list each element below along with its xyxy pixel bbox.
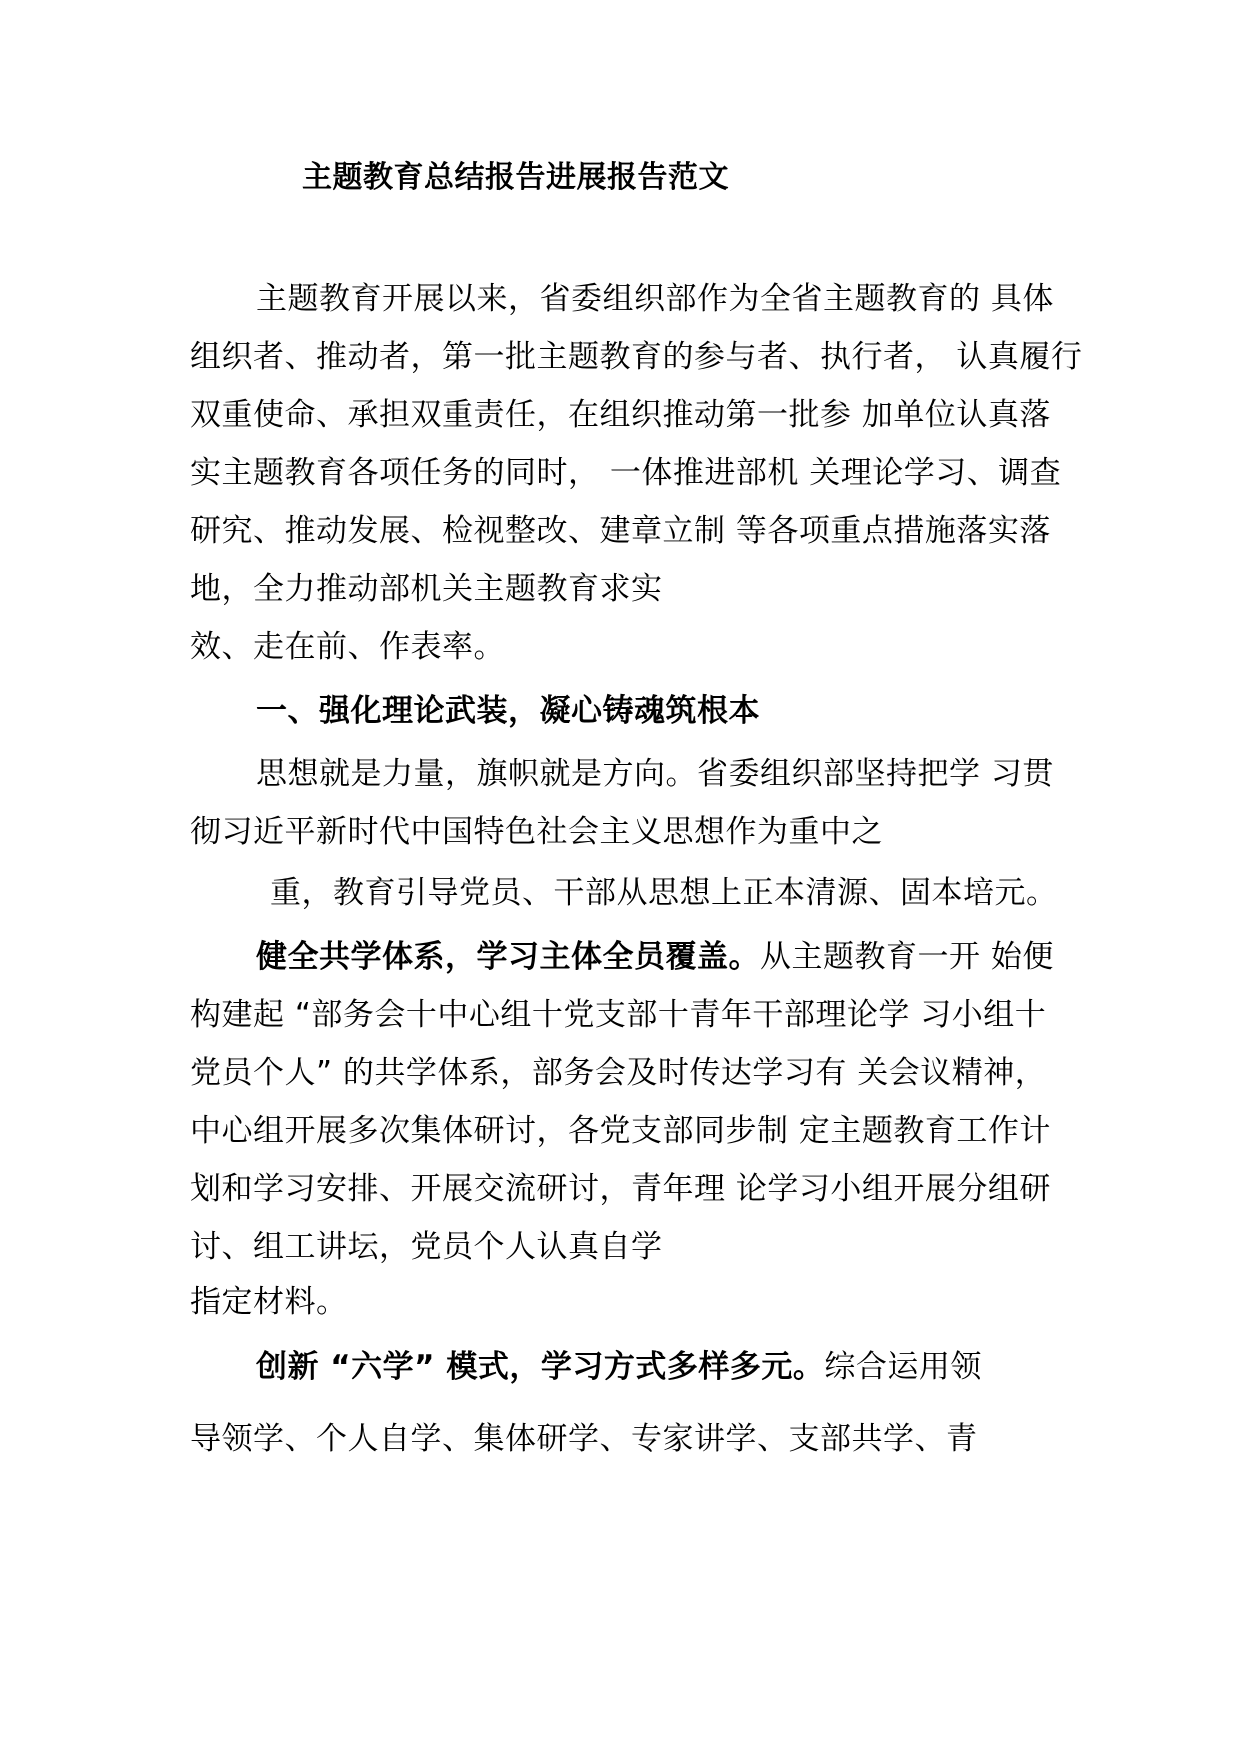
para-3-first-rest: 综合运用领 xyxy=(824,1349,982,1385)
intro-line-7: 效、走在前、作表率。 xyxy=(190,629,505,665)
intro-line-4: 实主题教育各项任务的同时， 一体推进部机 关理论学习、调查 xyxy=(190,455,1062,491)
para-2-first-rest: 从主题教育一开 始便 xyxy=(760,939,1054,975)
para-2-line-2: 构建起 “部务会十中心组十党支部十青年干部理论学 习小组十 xyxy=(190,997,1047,1033)
section-1-heading: 一、强化理论武装，凝心铸魂筑根本 xyxy=(256,693,760,729)
para-2-line-4: 中心组开展多次集体研讨，各党支部同步制 定主题教育工作计 xyxy=(190,1113,1051,1149)
intro-line-2: 组织者、推动者，第一批主题教育的参与者、执行者， 认真履行 xyxy=(190,339,1083,375)
intro-line-3: 双重使命、承担双重责任，在组织推动第一批参 加单位认真落 xyxy=(190,397,1051,433)
para-3-line-2: 导领学、个人自学、集体研学、专家讲学、支部共学、青 xyxy=(190,1421,978,1457)
section-1-line-3: 重，教育引导党员、干部从思想上正本清源、固本培元。 xyxy=(270,875,1058,911)
document-title: 主题教育总结报告进展报告范文 xyxy=(302,160,729,195)
para-2-line-5: 划和学习安排、开展交流研讨，青年理 论学习小组开展分组研 xyxy=(190,1171,1051,1207)
intro-line-1: 主题教育开展以来，省委组织部作为全省主题教育的 具体 xyxy=(256,281,1054,317)
para-2-line-6: 讨、组工讲坛，党员个人认真自学 xyxy=(190,1229,663,1265)
para-2-bold-lead: 健全共学体系，学习主体全员覆盖。 xyxy=(256,939,760,975)
section-1-line-2: 彻习近平新时代中国特色社会主义思想作为重中之 xyxy=(190,814,883,850)
section-1-line-1: 思想就是力量，旗帜就是方向。省委组织部坚持把学 习贯 xyxy=(256,756,1054,792)
para-2-line-3: 党员个人” 的共学体系，部务会及时传达学习有 关会议精神， xyxy=(190,1055,1047,1091)
intro-line-5: 研究、推动发展、检视整改、建章立制 等各项重点措施落实落 xyxy=(190,513,1051,549)
para-3-line-1 xyxy=(256,1347,982,1387)
para-2-line-7: 指定材料。 xyxy=(190,1284,348,1320)
para-3-bold-lead: 创新 “六学” 模式，学习方式多样多元。 xyxy=(256,1349,825,1385)
intro-line-6: 地，全力推动部机关主题教育求实 xyxy=(190,571,663,607)
para-2-line-1 xyxy=(256,937,1054,977)
